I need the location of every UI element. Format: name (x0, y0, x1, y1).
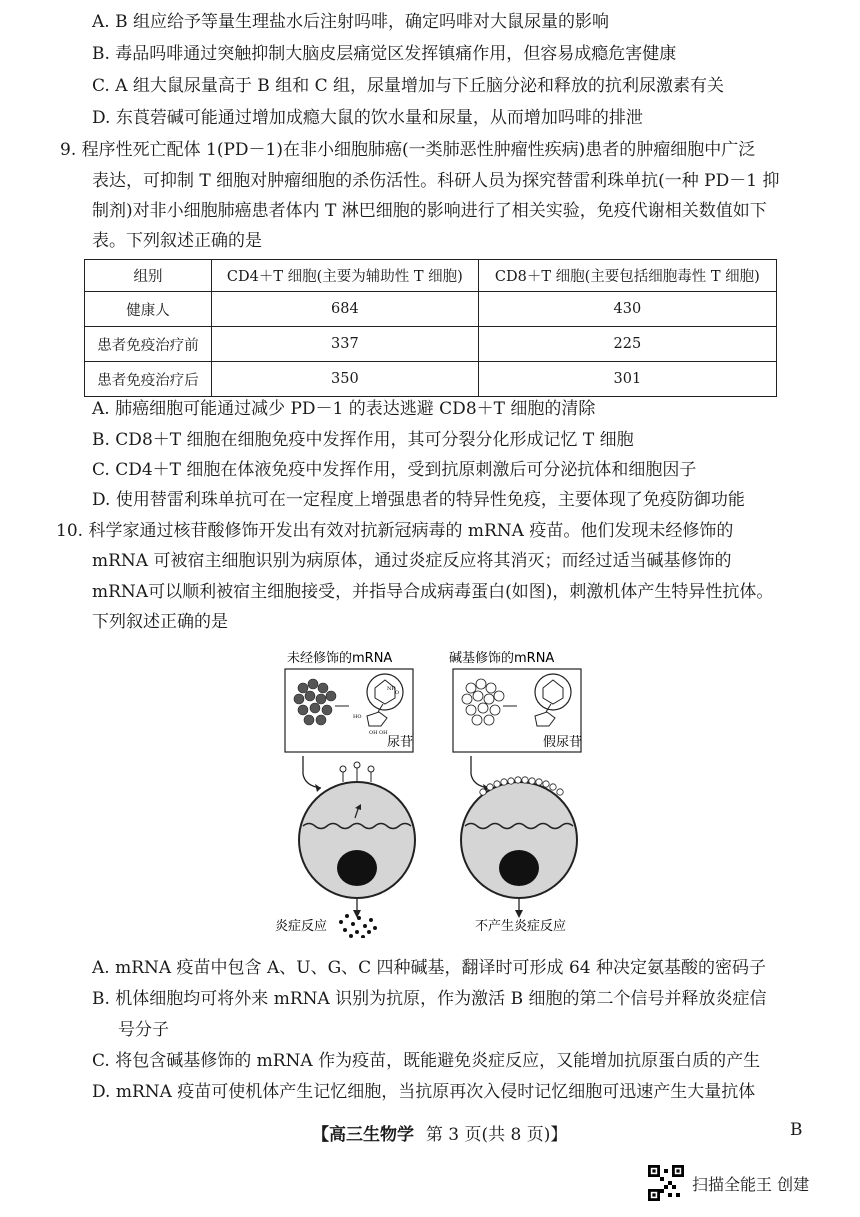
watermark-text: 扫描全能王 创建 (692, 1174, 810, 1194)
o-label: O (395, 690, 400, 696)
table-cell: 430 (478, 292, 776, 327)
q9-option-d: D. 使用替雷利珠单抗可在一定程度上增强患者的特异性免疫，主要体现了免疫防御功能 (92, 490, 745, 510)
q10-option-b: B. 机体细胞均可将外来 mRNA 识别为抗原，作为激活 B 细胞的第二个信号并释放炎症信 (92, 989, 767, 1009)
q10-option-b-cont: 号分子 (118, 1020, 169, 1040)
left-mrna-box (285, 669, 413, 752)
right-mrna-box (453, 669, 582, 752)
table-cell: 301 (478, 362, 776, 397)
q10-stem-line-2: mRNA 可被宿主细胞识别为病原体，通过炎症反应将其消灭；而经过适当碱基修饰的 (92, 551, 732, 571)
table-row (85, 362, 777, 397)
scanner-watermark (648, 1165, 809, 1201)
table-row (85, 327, 777, 362)
table-row (85, 292, 777, 327)
table-header: CD8＋T 细胞(主要包括细胞毒性 T 细胞) (478, 260, 776, 292)
right-figure-title: 碱基修饰的mRNA (449, 651, 555, 666)
q9-option-c: C. CD4＋T 细胞在体液免疫中发挥作用，受到抗原刺激后可分泌抗体和细胞因子 (92, 460, 697, 480)
qr-code-icon (648, 1165, 684, 1201)
right-result-label: 不产生炎症反应 (475, 919, 567, 934)
ho-label: HO (353, 714, 362, 720)
q8-option-d: D. 东莨菪碱可能通过增加成瘾大鼠的饮水量和尿量，从而增加吗啡的排泄 (92, 108, 643, 128)
table-cell: 患者免疫治疗前 (85, 327, 212, 362)
table-cell: 225 (478, 327, 776, 362)
q10-stem-line-1: 10. 科学家通过核苷酸修饰开发出有效对抗新冠病毒的 mRNA 疫苗。他们发现未经修饰的 (56, 521, 734, 541)
q10-stem-line-4: 下列叙述正确的是 (92, 612, 228, 632)
q9-stem-line-3: 制剂)对非小细胞肺癌患者体内 T 淋巴细胞的影响进行了相关实验，免疫代谢相关数值如下 (92, 201, 767, 221)
table-cell: 684 (212, 292, 479, 327)
nucleus-icon (499, 850, 539, 886)
right-cell (461, 777, 577, 918)
q9-stem-line-1: 9. 程序性死亡配体 1(PD－1)在非小细胞肺癌(一类肺恶性肿瘤性疾病)患者的肿瘤细胞中广泛 (60, 140, 756, 160)
inflammatory-factors-icon (339, 914, 377, 938)
right-nucleoside-label: 假尿苷 (543, 735, 583, 750)
q10-option-a: A. mRNA 疫苗中包含 A、U、G、C 四种碱基，翻译时可形成 64 种决定氨基酸的密码子 (92, 958, 766, 978)
q9-option-a: A. 肺癌细胞可能通过减少 PD－1 的表达逃避 CD8＋T 细胞的清除 (92, 399, 596, 419)
q8-option-b: B. 毒品吗啡通过突触抑制大脑皮层痛觉区发挥镇痛作用，但容易成瘾危害健康 (92, 44, 677, 64)
table-header: 组别 (85, 260, 212, 292)
left-nucleoside-label: 尿苷 (387, 735, 414, 750)
q8-option-a: A. B 组应给予等量生理盐水后注射吗啡，确定吗啡对大鼠尿量的影响 (92, 12, 609, 32)
q9-option-b: B. CD8＋T 细胞在细胞免疫中发挥作用，其可分裂分化形成记忆 T 细胞 (92, 430, 634, 450)
nh-label: NH (387, 686, 396, 692)
oh-label: OH OH (369, 730, 388, 736)
footer-subject: 【高三生物学 (312, 1125, 414, 1145)
q9-stem-line-2: 表达，可抑制 T 细胞对肿瘤细胞的杀伤活性。科研人员为探究替雷利珠单抗(一种 PD－1 抑 (92, 171, 780, 191)
table-cell: 健康人 (85, 292, 212, 327)
nucleus-icon (337, 850, 377, 886)
table-cell: 350 (212, 362, 479, 397)
q10-option-d: D. mRNA 疫苗可使机体产生记忆细胞，当抗原再次入侵时记忆细胞可迅速产生大量抗体 (92, 1082, 756, 1102)
q9-stem-line-4: 表。下列叙述正确的是 (92, 231, 262, 251)
mrna-vaccine-figure (275, 646, 587, 938)
table-cell: 337 (212, 327, 479, 362)
q10-option-c: C. 将包含碱基修饰的 mRNA 作为疫苗，既能避免炎症反应，又能增加抗原蛋白质的产生 (92, 1051, 761, 1071)
q10-stem-line-3: mRNA可以顺利被宿主细胞接受，并指导合成病毒蛋白(如图)，刺激机体产生特异性抗体。 (92, 582, 774, 602)
receptor-icon (340, 762, 374, 782)
table-header-row (85, 260, 777, 292)
q8-option-c: C. A 组大鼠尿量高于 B 组和 C 组，尿量增加与下丘脑分泌和释放的抗利尿激素有关 (92, 76, 725, 96)
table-cell: 患者免疫治疗后 (85, 362, 212, 397)
left-figure-title: 未经修饰的mRNA (287, 651, 393, 666)
page-footer (312, 1120, 567, 1145)
table-header: CD4＋T 细胞(主要为辅助性 T 细胞) (212, 260, 479, 292)
footer-page-number: 第 3 页(共 8 页)】 (425, 1125, 568, 1145)
exam-version: B (790, 1120, 803, 1140)
left-result-label: 炎症反应 (275, 919, 328, 934)
q9-data-table (84, 259, 777, 397)
